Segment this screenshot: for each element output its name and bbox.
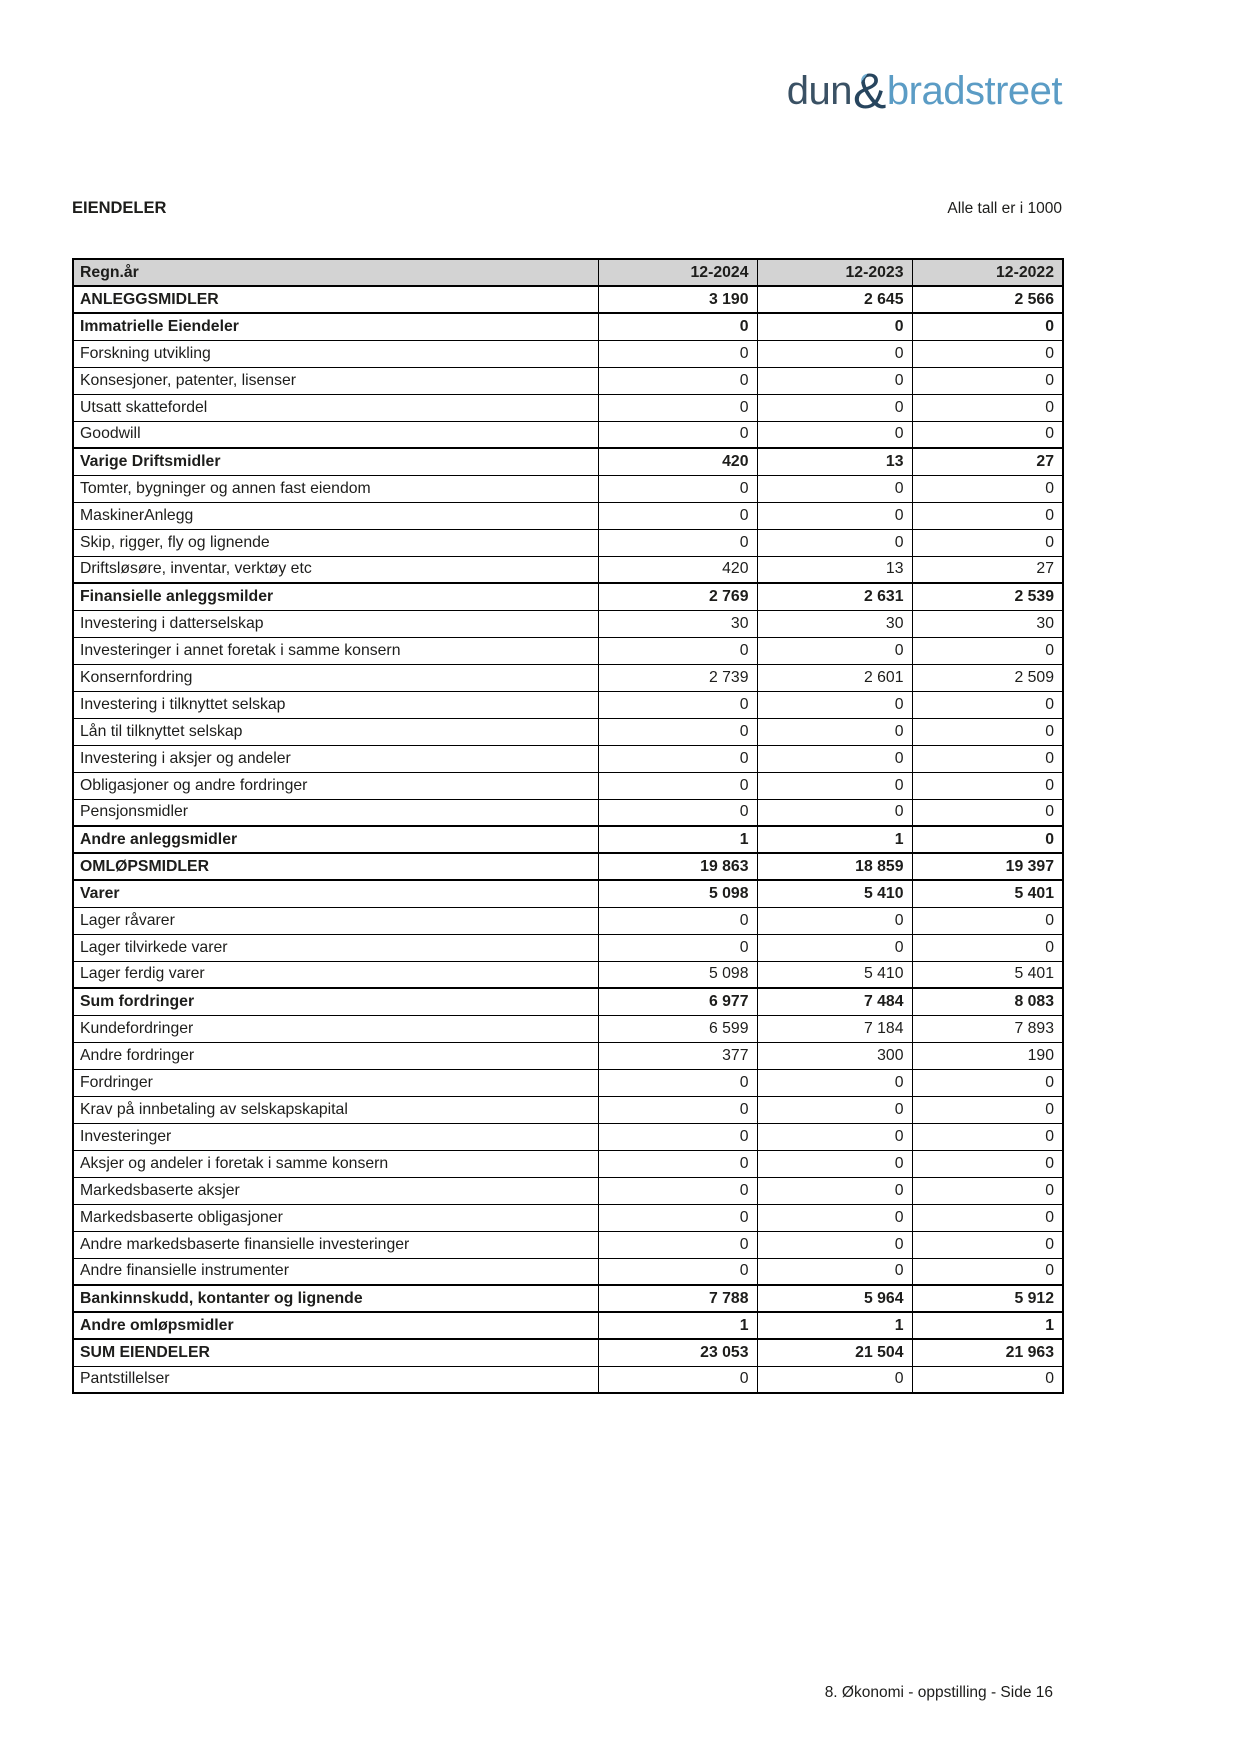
page-footer: 8. Økonomi - oppstilling - Side 16	[824, 1684, 1053, 1701]
row-label: Driftsløsøre, inventar, verktøy etc	[73, 556, 598, 583]
table-row	[73, 637, 1063, 664]
row-value: 0	[598, 1204, 757, 1231]
row-value: 0	[912, 1069, 1063, 1096]
row-value: 2 539	[912, 583, 1063, 610]
row-value: 13	[757, 448, 912, 475]
row-value: 21 963	[912, 1339, 1063, 1366]
row-label: Andre omløpsmidler	[73, 1312, 598, 1339]
row-value: 0	[598, 1069, 757, 1096]
table-body	[73, 286, 1063, 1393]
row-value: 0	[912, 502, 1063, 529]
table-row	[73, 772, 1063, 799]
table-row	[73, 1150, 1063, 1177]
row-value: 1	[757, 1312, 912, 1339]
row-label: Tomter, bygninger og annen fast eiendom	[73, 475, 598, 502]
row-value: 2 631	[757, 583, 912, 610]
table-row	[73, 610, 1063, 637]
row-label: Markedsbaserte obligasjoner	[73, 1204, 598, 1231]
row-value: 420	[598, 556, 757, 583]
row-value: 0	[757, 475, 912, 502]
table-row	[73, 799, 1063, 826]
row-value: 0	[912, 1258, 1063, 1285]
row-value: 0	[912, 772, 1063, 799]
row-value: 0	[598, 1150, 757, 1177]
row-value: 0	[912, 313, 1063, 340]
row-value: 0	[598, 1177, 757, 1204]
row-label: Lån til tilknyttet selskap	[73, 718, 598, 745]
row-label: SUM EIENDELER	[73, 1339, 598, 1366]
row-value: 0	[598, 1258, 757, 1285]
row-value: 0	[598, 529, 757, 556]
table-row	[73, 1096, 1063, 1123]
table-row	[73, 745, 1063, 772]
table-row	[73, 1339, 1063, 1366]
row-value: 0	[912, 907, 1063, 934]
row-value: 0	[912, 340, 1063, 367]
row-value: 5 410	[757, 961, 912, 988]
row-value: 27	[912, 448, 1063, 475]
row-value: 0	[912, 799, 1063, 826]
row-value: 2 566	[912, 286, 1063, 313]
row-value: 0	[757, 1096, 912, 1123]
row-label: Andre anleggsmidler	[73, 826, 598, 853]
column-header-label: Regn.år	[73, 259, 598, 286]
row-value: 0	[912, 1366, 1063, 1393]
row-label: Investering i datterselskap	[73, 610, 598, 637]
row-label: MaskinerAnlegg	[73, 502, 598, 529]
row-value: 0	[757, 1366, 912, 1393]
table-header-row	[73, 259, 1063, 286]
row-value: 420	[598, 448, 757, 475]
row-value: 19 863	[598, 853, 757, 880]
table-row	[73, 1123, 1063, 1150]
table-row	[73, 691, 1063, 718]
row-label: Varer	[73, 880, 598, 907]
row-value: 1	[912, 1312, 1063, 1339]
row-value: 0	[757, 1150, 912, 1177]
row-label: Investering i tilknyttet selskap	[73, 691, 598, 718]
row-label: Konsesjoner, patenter, lisenser	[73, 367, 598, 394]
row-label: Andre markedsbaserte finansielle investeringer	[73, 1231, 598, 1258]
table-row	[73, 961, 1063, 988]
row-value: 0	[598, 799, 757, 826]
row-label: Bankinnskudd, kontanter og lignende	[73, 1285, 598, 1312]
row-label: Kundefordringer	[73, 1015, 598, 1042]
balance-sheet-table	[72, 258, 1064, 1394]
row-label: Forskning utvikling	[73, 340, 598, 367]
row-value: 0	[598, 502, 757, 529]
row-value: 2 739	[598, 664, 757, 691]
row-value: 6 599	[598, 1015, 757, 1042]
table-row	[73, 529, 1063, 556]
row-label: Fordringer	[73, 1069, 598, 1096]
row-value: 0	[598, 1123, 757, 1150]
row-label: Immatrielle Eiendeler	[73, 313, 598, 340]
logo-text-bradstreet: bradstreet	[886, 69, 1062, 113]
row-value: 0	[757, 799, 912, 826]
row-value: 7 893	[912, 1015, 1063, 1042]
table-row	[73, 502, 1063, 529]
row-value: 30	[912, 610, 1063, 637]
row-value: 0	[912, 1123, 1063, 1150]
table-row	[73, 340, 1063, 367]
row-value: 0	[912, 745, 1063, 772]
row-value: 0	[598, 475, 757, 502]
table-row	[73, 907, 1063, 934]
row-label: Konsernfordring	[73, 664, 598, 691]
row-value: 5 912	[912, 1285, 1063, 1312]
row-value: 0	[757, 394, 912, 421]
row-label: OMLØPSMIDLER	[73, 853, 598, 880]
row-value: 0	[757, 1123, 912, 1150]
table-row	[73, 1015, 1063, 1042]
table-row	[73, 556, 1063, 583]
row-value: 0	[757, 340, 912, 367]
row-value: 6 977	[598, 988, 757, 1015]
row-value: 2 769	[598, 583, 757, 610]
row-value: 0	[757, 745, 912, 772]
table-row	[73, 1204, 1063, 1231]
column-header-year: 12-2024	[598, 259, 757, 286]
row-value: 23 053	[598, 1339, 757, 1366]
table-row	[73, 1177, 1063, 1204]
page-title: EIENDELER	[72, 199, 167, 217]
row-label: Krav på innbetaling av selskapskapital	[73, 1096, 598, 1123]
row-value: 0	[757, 367, 912, 394]
row-label: Pantstillelser	[73, 1366, 598, 1393]
row-value: 0	[912, 1150, 1063, 1177]
table-row	[73, 1285, 1063, 1312]
row-value: 0	[757, 907, 912, 934]
row-value: 0	[757, 1231, 912, 1258]
table-row	[73, 718, 1063, 745]
table-row	[73, 988, 1063, 1015]
row-value: 13	[757, 556, 912, 583]
row-value: 0	[757, 1069, 912, 1096]
table-row	[73, 664, 1063, 691]
ampersand-icon: &	[853, 63, 886, 119]
row-value: 0	[912, 475, 1063, 502]
row-value: 30	[757, 610, 912, 637]
table-row	[73, 583, 1063, 610]
row-value: 2 645	[757, 286, 912, 313]
row-value: 0	[757, 772, 912, 799]
row-value: 0	[912, 637, 1063, 664]
row-value: 1	[598, 1312, 757, 1339]
row-value: 300	[757, 1042, 912, 1069]
row-value: 5 098	[598, 961, 757, 988]
row-value: 0	[598, 367, 757, 394]
row-value: 0	[912, 421, 1063, 448]
row-value: 0	[912, 1231, 1063, 1258]
table-row	[73, 475, 1063, 502]
row-value: 0	[912, 1177, 1063, 1204]
row-label: Utsatt skattefordel	[73, 394, 598, 421]
row-value: 0	[757, 313, 912, 340]
row-label: Investeringer	[73, 1123, 598, 1150]
row-label: Investeringer i annet foretak i samme konsern	[73, 637, 598, 664]
row-label: Goodwill	[73, 421, 598, 448]
table-row	[73, 880, 1063, 907]
row-value: 3 190	[598, 286, 757, 313]
row-value: 377	[598, 1042, 757, 1069]
row-value: 30	[598, 610, 757, 637]
row-value: 190	[912, 1042, 1063, 1069]
row-value: 5 401	[912, 961, 1063, 988]
row-value: 0	[598, 340, 757, 367]
table-row	[73, 448, 1063, 475]
row-value: 0	[757, 691, 912, 718]
row-value: 0	[598, 1096, 757, 1123]
row-value: 5 410	[757, 880, 912, 907]
row-value: 1	[757, 826, 912, 853]
table-row	[73, 934, 1063, 961]
section-header	[72, 199, 1062, 218]
row-value: 0	[757, 1204, 912, 1231]
row-value: 0	[757, 529, 912, 556]
row-label: Markedsbaserte aksjer	[73, 1177, 598, 1204]
row-value: 5 964	[757, 1285, 912, 1312]
row-value: 0	[912, 394, 1063, 421]
row-value: 0	[598, 637, 757, 664]
row-value: 0	[757, 934, 912, 961]
row-value: 2 601	[757, 664, 912, 691]
row-value: 0	[757, 637, 912, 664]
units-note: Alle tall er i 1000	[947, 200, 1062, 217]
table-row	[73, 853, 1063, 880]
row-value: 0	[598, 907, 757, 934]
row-label: Obligasjoner og andre fordringer	[73, 772, 598, 799]
row-value: 7 484	[757, 988, 912, 1015]
row-value: 7 788	[598, 1285, 757, 1312]
row-label: Pensjonsmidler	[73, 799, 598, 826]
row-label: Lager tilvirkede varer	[73, 934, 598, 961]
row-label: Varige Driftsmidler	[73, 448, 598, 475]
column-header-year: 12-2022	[912, 259, 1063, 286]
row-value: 0	[598, 718, 757, 745]
row-label: Sum fordringer	[73, 988, 598, 1015]
row-label: Andre fordringer	[73, 1042, 598, 1069]
row-value: 0	[757, 718, 912, 745]
row-label: Lager ferdig varer	[73, 961, 598, 988]
row-value: 5 401	[912, 880, 1063, 907]
row-label: Finansielle anleggsmilder	[73, 583, 598, 610]
dun-bradstreet-logo	[786, 62, 1062, 119]
row-value: 0	[912, 718, 1063, 745]
row-value: 0	[598, 1366, 757, 1393]
row-value: 0	[598, 745, 757, 772]
row-value: 0	[757, 502, 912, 529]
table-row	[73, 286, 1063, 313]
row-value: 0	[598, 1231, 757, 1258]
row-value: 0	[912, 529, 1063, 556]
row-value: 7 184	[757, 1015, 912, 1042]
row-value: 0	[912, 1204, 1063, 1231]
row-value: 8 083	[912, 988, 1063, 1015]
row-label: ANLEGGSMIDLER	[73, 286, 598, 313]
table-row	[73, 313, 1063, 340]
column-header-year: 12-2023	[757, 259, 912, 286]
row-value: 1	[598, 826, 757, 853]
table-row	[73, 1312, 1063, 1339]
table-row	[73, 1231, 1063, 1258]
row-value: 21 504	[757, 1339, 912, 1366]
row-value: 0	[912, 826, 1063, 853]
row-value: 2 509	[912, 664, 1063, 691]
row-value: 5 098	[598, 880, 757, 907]
row-value: 0	[598, 421, 757, 448]
row-value: 0	[912, 1096, 1063, 1123]
row-value: 18 859	[757, 853, 912, 880]
table-row	[73, 1258, 1063, 1285]
row-value: 0	[598, 934, 757, 961]
row-label: Andre finansielle instrumenter	[73, 1258, 598, 1285]
row-value: 0	[757, 421, 912, 448]
table-row	[73, 1042, 1063, 1069]
row-value: 27	[912, 556, 1063, 583]
table-row	[73, 367, 1063, 394]
table-row	[73, 1366, 1063, 1393]
row-label: Skip, rigger, fly og lignende	[73, 529, 598, 556]
row-value: 0	[757, 1258, 912, 1285]
row-value: 0	[598, 772, 757, 799]
row-value: 0	[757, 1177, 912, 1204]
row-value: 0	[912, 367, 1063, 394]
row-value: 0	[598, 313, 757, 340]
row-value: 0	[598, 394, 757, 421]
table-row	[73, 394, 1063, 421]
row-label: Aksjer og andeler i foretak i samme konsern	[73, 1150, 598, 1177]
row-value: 0	[912, 934, 1063, 961]
row-value: 19 397	[912, 853, 1063, 880]
row-value: 0	[912, 691, 1063, 718]
row-label: Investering i aksjer og andeler	[73, 745, 598, 772]
table-row	[73, 421, 1063, 448]
row-value: 0	[598, 691, 757, 718]
table-row	[73, 1069, 1063, 1096]
row-label: Lager råvarer	[73, 907, 598, 934]
logo-text-dun: dun	[786, 69, 853, 113]
table-row	[73, 826, 1063, 853]
